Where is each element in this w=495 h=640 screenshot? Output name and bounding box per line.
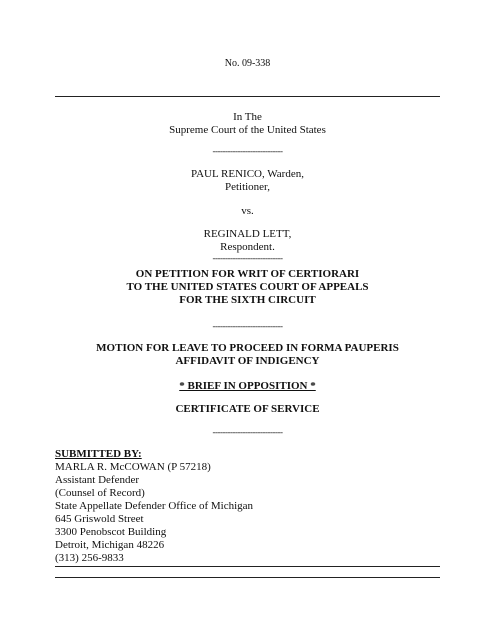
petitioner-role: Petitioner, [224, 181, 271, 193]
separator-4: ---------------------------- [212, 427, 283, 437]
submitter-line: Detroit, Michigan 48226 [55, 539, 165, 551]
submitter-line: State Appellate Defender Office of Michigan [55, 500, 254, 512]
court-line-2: Supreme Court of the United States [169, 124, 326, 136]
petition-line-2: TO THE UNITED STATES COURT OF APPEALS [126, 281, 369, 293]
certificate-of-service: CERTIFICATE OF SERVICE [175, 403, 320, 415]
case-number: No. 09-338 [224, 58, 271, 69]
bottom-rule-2 [55, 577, 440, 578]
submitter-line: (313) 256-9833 [55, 552, 124, 564]
motion-line-1: MOTION FOR LEAVE TO PROCEED IN FORMA PAUPERIS [96, 342, 399, 354]
submitter-line: MARLA R. McCOWAN (P 57218) [55, 461, 211, 473]
court-line-1: In The [233, 111, 262, 123]
separator-2: ---------------------------- [212, 253, 283, 263]
petition-line-1: ON PETITION FOR WRIT OF CERTIORARI [135, 268, 360, 280]
versus: vs. [241, 205, 254, 217]
respondent-role: Respondent. [220, 241, 275, 253]
submitted-by-heading: SUBMITTED BY: [55, 448, 142, 460]
separator-1: ---------------------------- [212, 146, 283, 156]
submitter-line: (Counsel of Record) [55, 487, 145, 499]
bottom-rule-1 [55, 566, 440, 567]
petition-line-3: FOR THE SIXTH CIRCUIT [179, 294, 316, 306]
submitter-line: 645 Griswold Street [55, 513, 144, 525]
petitioner-name: PAUL RENICO, Warden, [191, 168, 304, 180]
submitter-line: 3300 Penobscot Building [55, 526, 167, 538]
top-rule [55, 96, 440, 97]
submitter-line: Assistant Defender [55, 474, 140, 486]
motion-line-2: AFFIDAVIT OF INDIGENCY [175, 355, 320, 367]
brief-in-opposition: * BRIEF IN OPPOSITION * [179, 380, 316, 392]
respondent-name: REGINALD LETT, [203, 228, 292, 240]
separator-3: ---------------------------- [212, 321, 283, 331]
